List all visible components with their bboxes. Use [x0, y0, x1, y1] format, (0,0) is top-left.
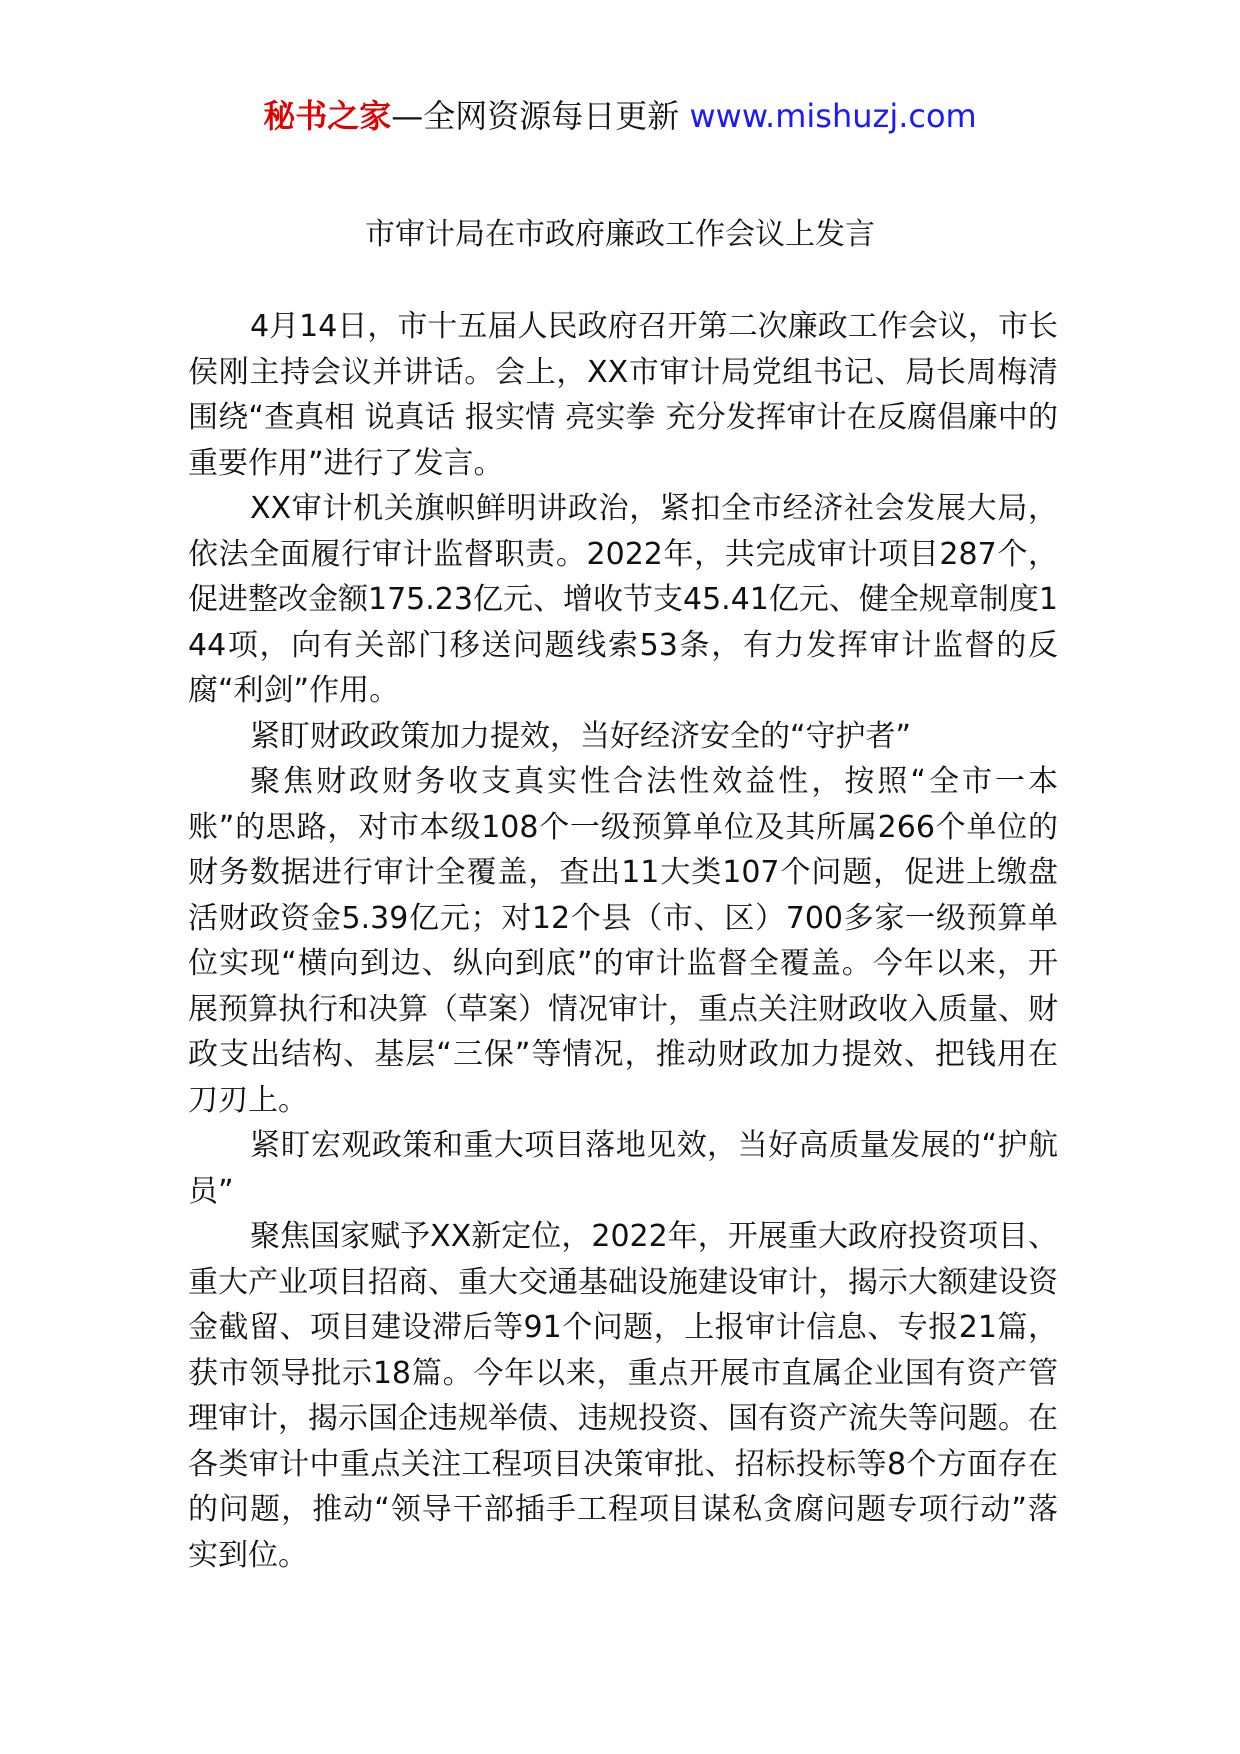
paragraph-audit-overview: XX审计机关旗帜鲜明讲政治，紧扣全市经济社会发展大局，依法全面履行审计监督职责。2022年，共完成审计项目287个，促进整改金额175.23亿元、增收节支45.41亿元、健全规章制度144项，向有关部门移送问题线索53条，有力发挥审计监督的反腐“利剑”作用。	[188, 491, 1058, 708]
site-url-link[interactable]: www.mishuzj.com	[689, 97, 977, 135]
section-heading-fiscal: 紧盯财政政策加力提效，当好经济安全的“守护者”	[250, 718, 912, 754]
site-tagline: —全网资源每日更新	[391, 97, 690, 135]
paragraph-meeting-intro: 4月14日，市十五届人民政府召开第二次廉政工作会议，市长侯刚主持会议并讲话。会上，XX市审计局党组书记、局长周梅清围绕“查真相 说真话 报实情 亮实拳 充分发挥审计在反腐倡廉中的重要作用”进行了发言。	[188, 309, 1058, 481]
site-brand: 秘书之家	[263, 97, 392, 135]
document-body	[188, 304, 1058, 1578]
paragraph-major-projects: 聚焦国家赋予XX新定位，2022年，开展重大政府投资项目、重大产业项目招商、重大交通基础设施建设审计，揭示大额建设资金截留、项目建设滞后等91个问题，上报审计信息、专报21篇，获市领导批示18篇。今年以来，重点开展市直属企业国有资产管理审计，揭示国企违规举债、违规投资、国有资产流失等问题。在各类审计中重点关注工程项目决策审批、招标投标等8个方面存在的问题，推动“领导干部插手工程项目谋私贪腐问题专项行动”落实到位。	[188, 1219, 1058, 1573]
paragraph-fiscal-audit: 聚焦财政财务收支真实性合法性效益性，按照“全市一本账”的思路，对市本级108个一级预算单位及其所属266个单位的财务数据进行审计全覆盖，查出11大类107个问题，促进上缴盘活财政资金5.39亿元；对12个县（市、区）700多家一级预算单位实现“横向到边、纵向到底”的审计监督全覆盖。今年以来，开展预算执行和决算（草案）情况审计，重点关注财政收入质量、财政支出结构、基层“三保”等情况，推动财政加力提效、把钱用在刀刃上。	[188, 764, 1058, 1118]
site-header	[0, 96, 1240, 136]
section-heading-major-projects: 紧盯宏观政策和重大项目落地见效，当好高质量发展的“护航员”	[188, 1128, 1058, 1209]
document-title: 市审计局在市政府廉政工作会议上发言	[365, 217, 875, 252]
